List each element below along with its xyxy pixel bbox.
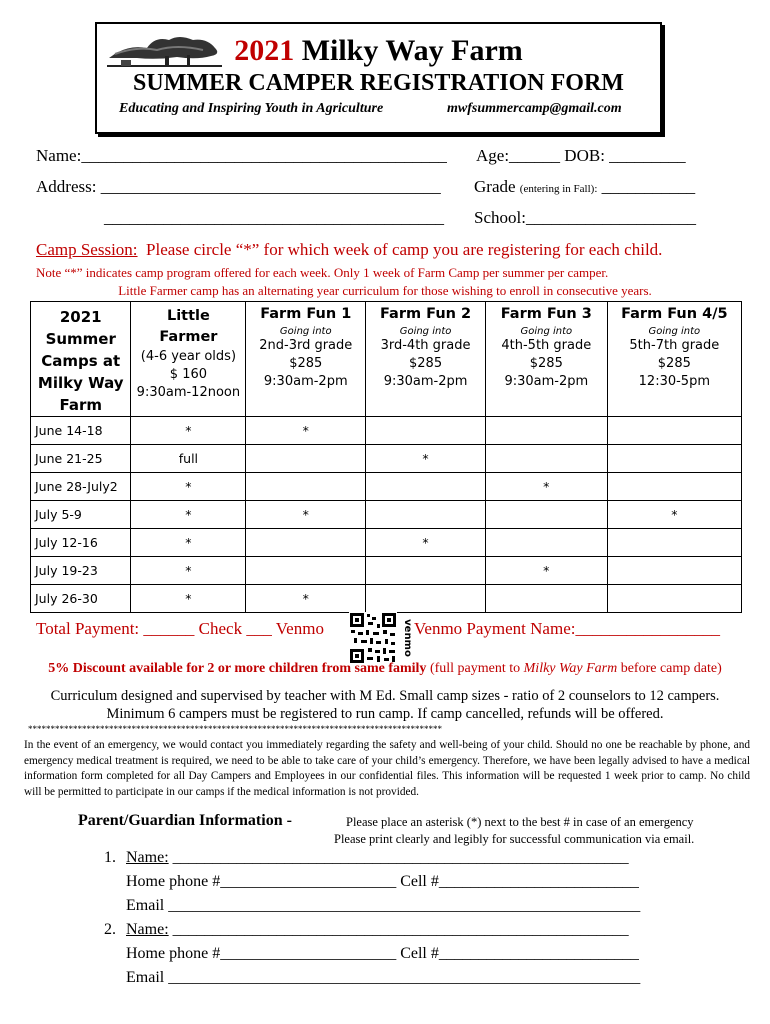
contact-email: mwfsummercamp@gmail.com (447, 101, 622, 116)
session-cell[interactable]: * (131, 557, 246, 585)
guardian-1-number: 1. (104, 849, 116, 866)
tagline: Educating and Inspiring Youth in Agriculture (119, 101, 384, 116)
column-little-farmer: Little Farmer (4-6 year olds) $ 160 9:30am-12noon (131, 302, 246, 417)
session-cell (246, 557, 366, 585)
column-name: Farm Fun 2 (379, 306, 472, 322)
column-sub: Going into (520, 326, 573, 337)
week-label: June 14-18 (31, 417, 131, 445)
session-cell[interactable]: * (131, 585, 246, 613)
header-line: Milky Way (37, 374, 124, 392)
curriculum-line-2: Minimum 6 campers must be registered to run camp. If camp cancelled, refunds will be offered. (106, 706, 664, 722)
column-grade: 5th-7th grade (629, 338, 720, 353)
table-row (31, 445, 742, 473)
grade-line: ___________ (601, 177, 696, 196)
session-cell (366, 501, 486, 529)
column-time: 9:30am-2pm (504, 374, 589, 389)
table-header-row (31, 302, 742, 417)
guardian-1-email-field[interactable]: Email ___________________________________________________________ (126, 897, 641, 914)
column-farm-fun-3 (485, 302, 607, 417)
svg-text:venmo: venmo (402, 619, 413, 657)
guardian-1-phone-field[interactable]: Home phone #______________________ Cell #_________________________ (126, 873, 639, 890)
school-field[interactable]: School:____________________ (474, 208, 696, 227)
grade-label: Grade (474, 177, 516, 196)
discount-bold: 5% Discount available for 2 or more children from same family (48, 661, 427, 676)
table-header-year (31, 302, 131, 417)
guardian-title: Parent/Guardian Information - (78, 812, 292, 829)
column-sub: Going into (399, 326, 452, 337)
session-cell (607, 445, 741, 473)
grade-field[interactable] (474, 177, 695, 197)
table-row (31, 473, 742, 501)
session-cell (607, 585, 741, 613)
discount-note (0, 661, 770, 677)
header-line: Farm (59, 396, 102, 414)
instruction-text: Please circle “*” for which week of camp you are registering for each child. (146, 240, 663, 259)
session-cell[interactable]: * (131, 529, 246, 557)
address-field[interactable]: Address: ________________________________________ (36, 177, 441, 196)
table-row (31, 501, 742, 529)
camp-session-label: Camp Session: (36, 240, 138, 259)
session-cell (246, 473, 366, 501)
column-price: $ 160 (169, 367, 208, 382)
session-cell (246, 445, 366, 473)
session-cell[interactable]: * (131, 417, 246, 445)
column-time: 9:30am-12noon (136, 385, 241, 400)
session-cell (485, 585, 607, 613)
column-grade: 2nd-3rd grade (259, 338, 353, 353)
session-cell[interactable]: * (607, 501, 741, 529)
session-cell[interactable]: * (485, 557, 607, 585)
emergency-paragraph: In the event of an emergency, we would contact you immediately regarding the safety and well-being of your child. Should no one be reachable by phone, and emergency medical treatment is required, we need to be able to take care of your child’s emergency. Therefore, we have been legally advised to have a medical information form completed for all Day Campers and Employees in our confidential files. This information will be requested 1 week prior to camp. No child will be permitted to participate in our camps if the medical information is not provided. (24, 739, 750, 798)
column-price: $285 (657, 356, 691, 371)
session-cell (366, 557, 486, 585)
header-line: 2021 (59, 308, 102, 326)
guardian-note-1: Please place an asterisk (*) next to the best # in case of an emergency (346, 815, 694, 829)
name-label: Name: (126, 921, 169, 938)
column-time: 9:30am-2pm (263, 374, 348, 389)
column-time: 12:30-5pm (638, 374, 710, 389)
column-name: Farm Fun 3 (500, 306, 592, 322)
name-label: Name: (126, 849, 169, 866)
table-row (31, 557, 742, 585)
session-cell[interactable]: * (366, 445, 486, 473)
name-line: _________________________________________________________ (168, 921, 629, 938)
session-cell[interactable]: * (485, 473, 607, 501)
session-cell (485, 529, 607, 557)
session-cell[interactable]: * (246, 417, 366, 445)
camp-schedule-table (30, 301, 742, 613)
session-cell (607, 473, 741, 501)
guardian-2-number: 2. (104, 921, 116, 938)
column-farm-fun-1 (246, 302, 366, 417)
week-label: June 28-July2 (31, 473, 131, 501)
column-price: $285 (409, 356, 443, 371)
guardian-note-2: Please print clearly and legibly for successful communication via email. (334, 832, 695, 846)
column-sub: Going into (279, 326, 332, 337)
column-price: $285 (529, 356, 563, 371)
table-row (31, 585, 742, 613)
header-line: Summer (45, 330, 116, 348)
session-cell: full (131, 445, 246, 473)
venmo-name-field[interactable]: Venmo Payment Name:_________________ (414, 619, 720, 638)
session-cell[interactable]: * (131, 473, 246, 501)
discount-text: (full payment to (426, 661, 524, 676)
column-sub: Going into (648, 326, 701, 337)
column-price: $285 (289, 356, 323, 371)
page-title: 2021 Milky Way Farm (234, 34, 523, 67)
camp-session-instruction (36, 240, 662, 260)
session-cell (366, 417, 486, 445)
column-grade: 3rd-4th grade (380, 338, 471, 353)
session-cell[interactable]: * (246, 585, 366, 613)
discount-text: before camp date) (617, 661, 722, 676)
asterisk-divider: ******************************************************************************************** (28, 724, 442, 734)
week-label: July 5-9 (31, 501, 131, 529)
name-line: _________________________________________________________ (168, 849, 629, 866)
table-row (31, 529, 742, 557)
session-cell (485, 501, 607, 529)
session-cell (607, 557, 741, 585)
header-box (95, 22, 662, 134)
column-grade: 4th-5th grade (501, 338, 592, 353)
age-dob-field[interactable]: Age:______ DOB: _________ (476, 146, 686, 165)
week-label: July 12-16 (31, 529, 131, 557)
session-note-2: Little Farmer camp has an alternating year curriculum for those wishing to enroll in consecutive years. (118, 283, 652, 298)
session-cell (485, 417, 607, 445)
session-cell[interactable]: * (131, 501, 246, 529)
session-cell (366, 473, 486, 501)
week-label: June 21-25 (31, 445, 131, 473)
column-name: Farm Fun 1 (260, 306, 352, 322)
venmo-qr-icon (349, 612, 413, 664)
session-cell (607, 529, 741, 557)
grade-note: (entering in Fall): (519, 183, 598, 195)
session-cell (246, 529, 366, 557)
payment-line[interactable]: Total Payment: ______ Check ___ Venmo (36, 619, 324, 638)
column-detail: (4-6 year olds) (140, 349, 237, 364)
guardian-1-name-field[interactable] (126, 849, 629, 867)
column-farm-fun-4-5 (607, 302, 741, 417)
column-farm-fun-2 (366, 302, 486, 417)
table-row (31, 417, 742, 445)
form-subtitle: SUMMER CAMPER REGISTRATION FORM (133, 70, 624, 96)
session-cell (485, 445, 607, 473)
guardian-2-name-field[interactable] (126, 921, 629, 939)
week-label: July 19-23 (31, 557, 131, 585)
name-field[interactable]: Name:___________________________________________ (36, 146, 447, 165)
header-line: Camps at (41, 352, 121, 370)
curriculum-line-1: Curriculum designed and supervised by teacher with M Ed. Small camp sizes - ratio of 2 counselors to 12 campers. (50, 688, 720, 704)
discount-farm-name: Milky Way Farm (523, 661, 618, 676)
week-label: July 26-30 (31, 585, 131, 613)
column-time: 9:30am-2pm (383, 374, 468, 389)
session-note-1: Note “*” indicates camp program offered for each week. Only 1 week of Farm Camp per summer per camper. (36, 265, 609, 280)
session-cell[interactable]: * (366, 529, 486, 557)
address-line-2[interactable]: ________________________________________ (104, 208, 444, 227)
session-cell[interactable]: * (246, 501, 366, 529)
guardian-2-phone-field[interactable]: Home phone #______________________ Cell #_________________________ (126, 945, 639, 962)
column-name: Farm Fun 4/5 (621, 306, 728, 322)
session-cell (366, 585, 486, 613)
guardian-2-email-field[interactable]: Email ___________________________________________________________ (126, 969, 641, 986)
session-cell (607, 417, 741, 445)
